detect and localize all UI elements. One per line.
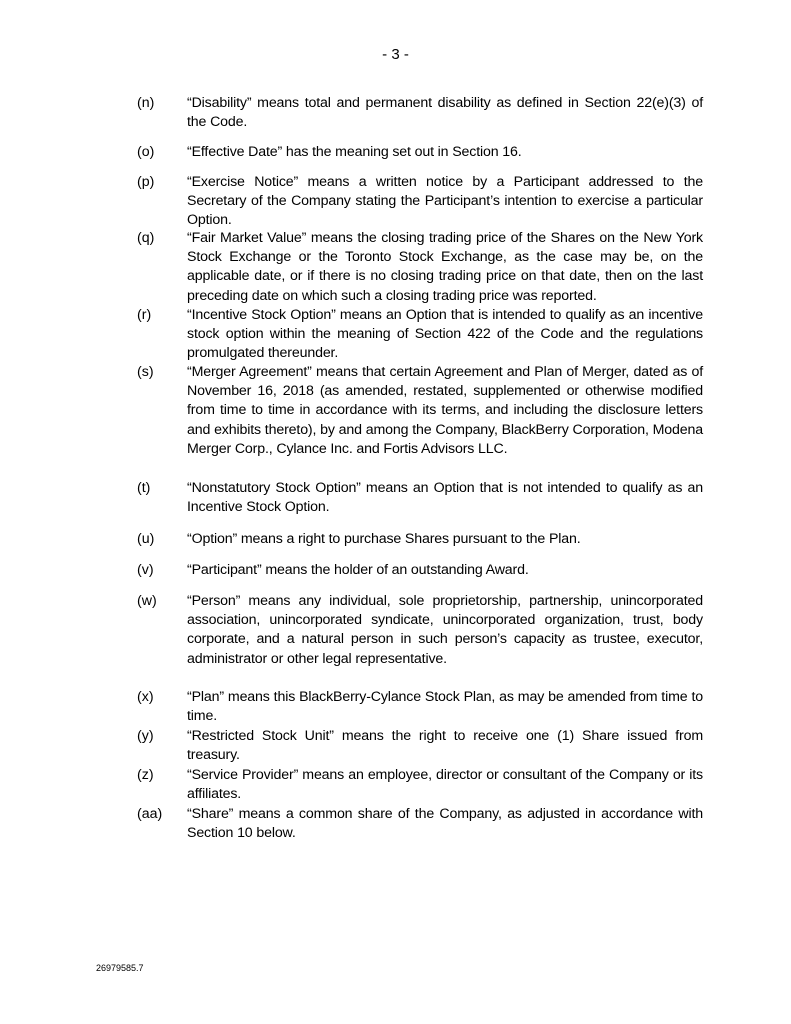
item-label: (w) <box>137 593 157 609</box>
item-label: (z) <box>137 767 154 783</box>
item-label: (x) <box>137 689 154 705</box>
item-label: (o) <box>137 144 155 160</box>
item-label: (q) <box>137 230 155 246</box>
item-text: “Effective Date” has the meaning set out in Section 16. <box>187 144 522 160</box>
item-label: (v) <box>137 562 154 578</box>
item-text: “Share” means a common share of the Company, as adjusted in accordance with Section 10 below. <box>187 806 703 842</box>
item-text: “Participant” means the holder of an outstanding Award. <box>187 562 529 578</box>
page-number: - 3 - <box>382 46 409 63</box>
item-text: “Merger Agreement” means that certain Agreement and Plan of Merger, dated as of November 16, 2018 (as amended, restated, supplemented or otherwise modified from time to time in accordance with its terms, and including the disclosure letters and exhibits thereto), by and among the Company, BlackBerry Corporation, Modena Merger Corp., Cylance Inc. and Fortis Advisors LLC. <box>187 364 703 457</box>
item-text: “Service Provider” means an employee, director or consultant of the Company or its affiliates. <box>187 767 703 803</box>
item-text: “Incentive Stock Option” means an Option that is intended to qualify as an incentive stock option within the meaning of Section 422 of the Code and the regulations promulgated thereunder. <box>187 307 703 362</box>
item-label: (n) <box>137 95 155 111</box>
item-text: “Fair Market Value” means the closing trading price of the Shares on the New York Stock Exchange or the Toronto Stock Exchange, as the case may be, on the applicable date, or if there is no closing trading price on that date, then on the last preceding date on which such a closing trading price was reported. <box>187 230 703 304</box>
item-label: (p) <box>137 174 155 190</box>
document-id: 26979585.7 <box>96 963 144 973</box>
item-label: (s) <box>137 364 154 380</box>
item-label: (t) <box>137 480 151 496</box>
item-text: “Exercise Notice” means a written notice by a Participant addressed to the Secretary of the Company stating the Participant’s intention to exercise a particular Option. <box>187 174 703 229</box>
item-text: “Restricted Stock Unit” means the right to receive one (1) Share issued from treasury. <box>187 728 703 764</box>
item-label: (r) <box>137 307 152 323</box>
item-text: “Option” means a right to purchase Shares pursuant to the Plan. <box>187 531 581 547</box>
item-label: (u) <box>137 531 155 547</box>
item-text: “Person” means any individual, sole proprietorship, partnership, unincorporated association, unincorporated syndicate, unincorporated organization, trust, body corporate, and a natural person in such person’s capacity as trustee, executor, administrator or other legal representative. <box>187 593 703 667</box>
item-text: “Disability” means total and permanent disability as defined in Section 22(e)(3) of the Code. <box>187 95 703 131</box>
item-text: “Plan” means this BlackBerry-Cylance Stock Plan, as may be amended from time to time. <box>187 689 703 725</box>
item-label: (aa) <box>137 806 163 822</box>
item-label: (y) <box>137 728 154 744</box>
item-text: “Nonstatutory Stock Option” means an Option that is not intended to qualify as an Incentive Stock Option. <box>187 480 703 516</box>
